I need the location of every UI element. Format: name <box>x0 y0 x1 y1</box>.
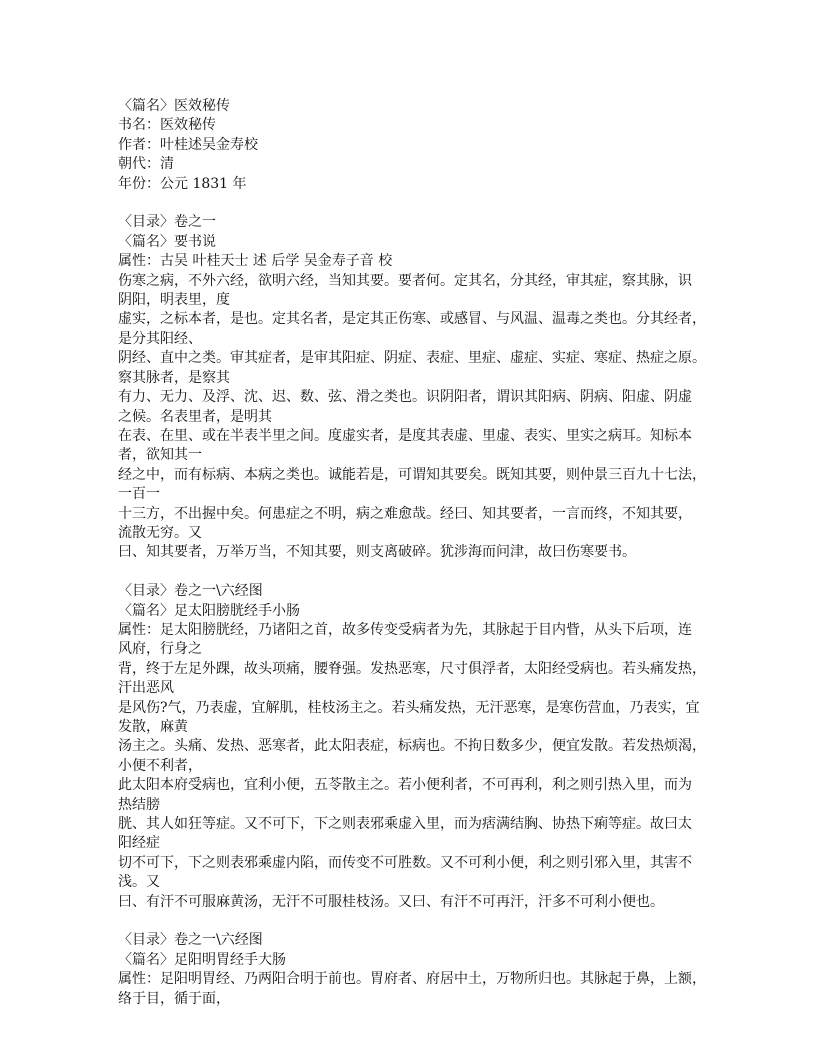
text-line: 阳经症 <box>118 835 160 852</box>
document-page <box>118 97 718 1009</box>
text-line: 小便不利者， <box>118 757 202 774</box>
text-line: 切不可下，下之则表邪乘虚内陷，而传变不可胜数。又不可利小便，利之则引邪入里，其害不 <box>118 854 692 871</box>
text-line: 此太阳本府受病也，宜利小便，五苓散主之。若小便利者，不可再利，利之则引热入里，而为 <box>118 777 692 794</box>
text-line: 虚实，之标本者，是也。定其名者，是定其正伤寒、或感冒、与风温、温毒之类也。分其经者， <box>118 311 706 328</box>
text-line: 热结膀 <box>118 796 160 813</box>
blank-line <box>118 563 718 582</box>
text-line: 之候。名表里者，是明其 <box>118 408 272 425</box>
text-line: 〈篇名〉要书说 <box>118 233 216 250</box>
text-line: 者，欲知其一 <box>118 447 202 464</box>
text-line: 〈篇名〉足太阳膀胱经手小肠 <box>118 602 300 619</box>
text-line: 伤寒之病，不外六经，欲明六经，当知其要。要者何。定其名，分其经，审其症，察其脉，识 <box>118 272 692 289</box>
text-line: 一百一 <box>118 486 160 503</box>
text-line: 络于目，循于面， <box>118 990 230 1007</box>
text-line: 〈目录〉卷之一\六经图 <box>118 932 263 949</box>
text-line: 十三方，不出握中矣。何患症之不明，病之难愈哉。经曰、知其要者，一言而终，不知其要， <box>118 505 692 522</box>
text-line: 背，终于左足外踝，故头项痛，腰脊强。发热恶寒，尺寸俱浮者，太阳经受病也。若头痛发热， <box>118 660 706 677</box>
text-line: 在表、在里、或在半表半里之间。度虚实者，是度其表虚、里虚、表实、里实之病耳。知标本 <box>118 427 692 444</box>
text-line: 〈目录〉卷之一\六经图 <box>118 583 263 600</box>
text-line: 朝代：清 <box>118 156 174 173</box>
text-line: 属性：足太阳膀胱经，乃诸阳之首，故多传变受病者为先，其脉起于目内眥，从头下后项，连 <box>118 621 692 638</box>
blank-line <box>118 912 718 931</box>
text-line: 阴阳，明表里，度 <box>118 292 230 309</box>
text-line: 书名：医效秘传 <box>118 117 216 134</box>
text-line: 有力、无力、及浮、沈、迟、数、弦、滑之类也。识阴阳者，谓识其阳病、阴病、阳虚、阴虚 <box>118 389 692 406</box>
text-line: 年份：公元 1831 年 <box>118 175 247 192</box>
text-line: 曰、知其要者，万举万当，不知其要，则支离破碎。犹涉海而问津，故曰伤寒要书。 <box>118 544 636 561</box>
text-line: 胱、其人如狂等症。又不可下，下之则表邪乘虚入里，而为痞满结胸、协热下痢等症。故曰太 <box>118 816 692 833</box>
text-line: 作者：叶桂述吴金寿校 <box>118 136 258 153</box>
text-line: 属性：古吴 叶桂天士 述 后学 吴金寿子音 校 <box>118 253 393 270</box>
text-line: 〈篇名〉医效秘传 <box>118 98 230 114</box>
text-line: 曰、有汗不可服麻黄汤，无汗不可服桂枝汤。又曰、有汗不可再汗，汗多不可利小便也。 <box>118 893 664 910</box>
text-line: 是分其阳经、 <box>118 330 202 347</box>
text-line: 阴经、直中之类。审其症者，是审其阳症、阴症、表症、里症、虚症、实症、寒症、热症之原。 <box>118 350 706 367</box>
blank-line <box>118 194 718 213</box>
text-line: 〈篇名〉足阳明胃经手大肠 <box>118 951 286 968</box>
text-line: 汗出恶风 <box>118 680 174 697</box>
text-line: 是风伤?气，乃表虚，宜解肌，桂枝汤主之。若头痛发热，无汗恶寒，是寒伤营血，乃表实，宜 <box>118 699 700 716</box>
text-line: 流散无穷。又 <box>118 524 202 541</box>
text-line: 汤主之。头痛、发热、恶寒者，此太阳表症，标病也。不拘日数多少，便宜发散。若发热烦渴， <box>118 738 706 755</box>
text-line: 〈目录〉卷之一 <box>118 214 216 231</box>
text-line: 浅。又 <box>118 874 160 891</box>
text-line: 风府，行身之 <box>118 641 202 658</box>
text-line: 属性：足阳明胃经、乃两阳合明于前也。胃府者、府居中土，万物所归也。其脉起于鼻，上额， <box>118 971 706 988</box>
text-line: 察其脉者，是察其 <box>118 369 230 386</box>
text-line: 经之中，而有标病、本病之类也。诚能若是，可谓知其要矣。既知其要，则仲景三百九十七法， <box>118 466 706 483</box>
text-line: 发散，麻黄 <box>118 719 188 735</box>
